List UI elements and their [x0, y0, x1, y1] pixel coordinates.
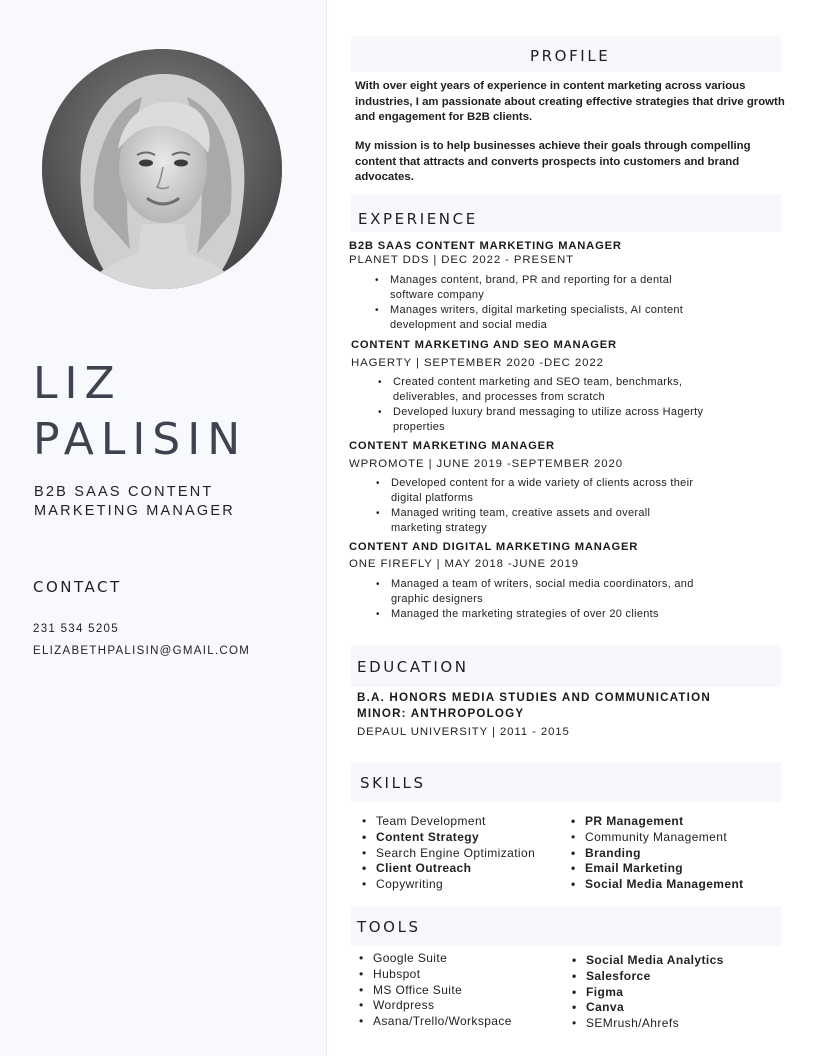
list-item: • Developed content for a wide variety of clients across their digital platforms — [376, 476, 701, 506]
tools-list-right — [570, 953, 724, 1032]
role-line-1: B2B SAAS CONTENT — [34, 484, 214, 500]
profile-heading: PROFILE — [530, 47, 611, 65]
list-item: • PR Management — [569, 814, 744, 830]
list-item: • Client Outreach — [360, 861, 535, 877]
tools-heading: TOOLS — [357, 918, 421, 936]
list-item: • Google Suite — [357, 951, 512, 967]
profile-paragraph-1: With over eight years of experience in content marketing across various industries, I am passionate about creating effective strategies that drive growth and engagement for B2B clients. — [355, 80, 785, 123]
job-bullets — [376, 577, 701, 622]
phone-number: 231 534 5205 — [33, 623, 119, 635]
first-name: LIZ — [33, 358, 122, 409]
list-item: • Canva — [570, 1000, 724, 1016]
job-meta: ONE FIREFLY | MAY 2018 -JUNE 2019 — [349, 558, 579, 570]
list-item: • Manages writers, digital marketing specialists, AI content development and social media — [375, 303, 705, 333]
job-meta: WPROMOTE | JUNE 2019 -SEPTEMBER 2020 — [349, 458, 623, 470]
list-item: • Email Marketing — [569, 861, 744, 877]
list-item: • Developed luxury brand messaging to utilize across Hagerty properties — [378, 405, 708, 435]
skills-list-right — [569, 814, 744, 893]
list-item: • MS Office Suite — [357, 983, 512, 999]
list-item: • Managed writing team, creative assets and overall marketing strategy — [376, 506, 701, 536]
list-item: • SEMrush/Ahrefs — [570, 1016, 724, 1032]
job-bullets — [376, 476, 701, 536]
job-title: CONTENT MARKETING MANAGER — [349, 440, 555, 452]
job-bullets — [375, 273, 705, 333]
last-name: PALISIN — [33, 414, 248, 465]
list-item: • Team Development — [360, 814, 535, 830]
role-line-2: MARKETING MANAGER — [34, 503, 235, 519]
list-item: • Hubspot — [357, 967, 512, 983]
list-item: • Created content marketing and SEO team, benchmarks, deliverables, and processes from scratch — [378, 375, 708, 405]
list-item: • Community Management — [569, 830, 744, 846]
job-title: B2B SAAS CONTENT MARKETING MANAGER — [349, 240, 622, 252]
list-item: • Managed a team of writers, social media coordinators, and graphic designers — [376, 577, 701, 607]
skills-list-left — [360, 814, 535, 893]
profile-paragraph-2: My mission is to help businesses achieve their goals through compelling content that attracts and converts prospects into customers and brand advocates. — [355, 140, 751, 183]
job-role — [34, 483, 304, 521]
list-item: • Copywriting — [360, 877, 535, 893]
list-item: • Managed the marketing strategies of over 20 clients — [376, 607, 701, 622]
contact-heading: CONTACT — [33, 578, 122, 596]
job-title: CONTENT AND DIGITAL MARKETING MANAGER — [349, 541, 639, 553]
job-bullets — [378, 375, 708, 435]
tools-list-left — [357, 951, 512, 1030]
experience-heading: EXPERIENCE — [358, 210, 478, 228]
list-item: • Salesforce — [570, 969, 724, 985]
list-item: • Figma — [570, 985, 724, 1001]
degree-line-1: B.A. HONORS MEDIA STUDIES AND COMMUNICATION — [357, 691, 711, 704]
profile-photo — [42, 49, 282, 289]
job-title: CONTENT MARKETING AND SEO MANAGER — [351, 339, 617, 351]
job-meta: PLANET DDS | DEC 2022 - PRESENT — [349, 254, 574, 266]
school-name: DEPAUL UNIVERSITY | 2011 - 2015 — [357, 726, 570, 738]
list-item: • Asana/Trello/Workspace — [357, 1014, 512, 1030]
list-item: • Social Media Analytics — [570, 953, 724, 969]
skills-heading: SKILLS — [360, 774, 426, 792]
list-item: • Manages content, brand, PR and reporting for a dental software company — [375, 273, 705, 303]
degree-line-2: MINOR: ANTHROPOLOGY — [357, 707, 525, 720]
list-item: • Branding — [569, 846, 744, 862]
list-item: • Social Media Management — [569, 877, 744, 893]
sidebar — [0, 0, 327, 1056]
list-item: • Search Engine Optimization — [360, 846, 535, 862]
education-heading: EDUCATION — [357, 658, 469, 676]
list-item: • Content Strategy — [360, 830, 535, 846]
portrait-image — [42, 49, 282, 289]
email-address: ELIZABETHPALISIN@GMAIL.COM — [33, 645, 251, 657]
list-item: • Wordpress — [357, 998, 512, 1014]
job-meta: HAGERTY | SEPTEMBER 2020 -DEC 2022 — [351, 357, 604, 369]
